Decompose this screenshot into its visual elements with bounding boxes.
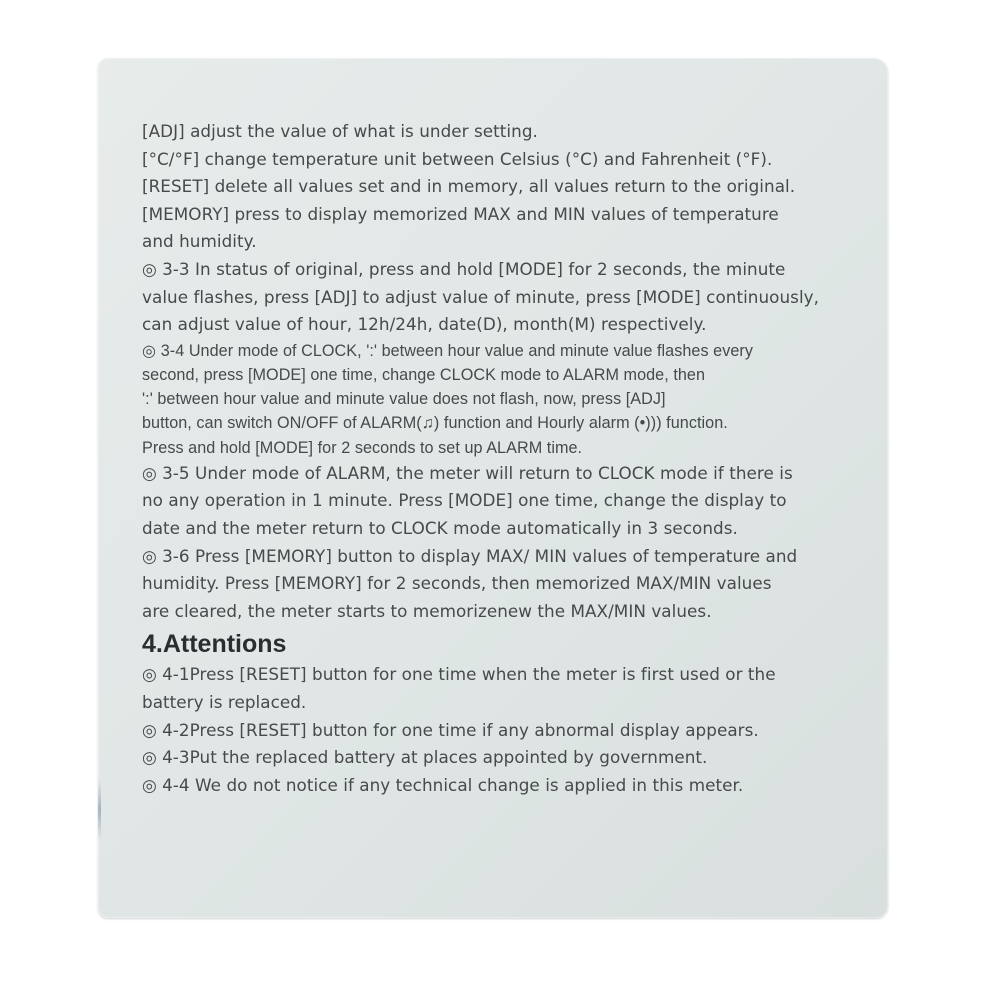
text-line: [MEMORY] press to display memorized MAX and MIN values of temperature: [142, 203, 779, 224]
text-line: button, can switch ON/OFF of ALARM(♫) function and Hourly alarm (•))) function.: [142, 414, 728, 433]
text-line: can adjust value of hour, 12h/24h, date(D), month(M) respectively.: [142, 314, 707, 335]
card-edge-shadow: [98, 780, 101, 840]
text-line: value flashes, press [ADJ] to adjust value of minute, press [MODE] continuously,: [142, 286, 820, 307]
text-line: battery is replaced.: [142, 691, 307, 712]
text-line: humidity. Press [MEMORY] for 2 seconds, then memorized MAX/MIN values: [142, 573, 772, 594]
text-line: [ADJ] adjust the value of what is under setting.: [142, 121, 538, 141]
section-3-3-line: ◎ 3-3 In status of original, press and hold [MODE] for 2 seconds, the minute: [142, 258, 786, 279]
text-line: [°C/°F] change temperature unit between Celsius (°C) and Fahrenheit (°F).: [142, 148, 773, 169]
text-line: Press and hold [MODE] for 2 seconds to set up ALARM time.: [142, 438, 583, 457]
section-3-5-line: ◎ 3-5 Under mode of ALARM, the meter will return to CLOCK mode if there is: [142, 462, 793, 483]
attention-4-2-line: ◎ 4-2Press [RESET] button for one time if any abnormal display appears.: [142, 719, 759, 740]
manual-text: [142, 118, 872, 799]
section-3-4-line: ◎ 3-4 Under mode of CLOCK, ':' between hour value and minute value flashes every: [142, 341, 753, 360]
attention-4-3-line: ◎ 4-3Put the replaced battery at places appointed by government.: [142, 747, 708, 768]
attention-4-1-line: ◎ 4-1Press [RESET] button for one time when the meter is first used or the: [142, 664, 776, 685]
text-line: date and the meter return to CLOCK mode automatically in 3 seconds.: [142, 517, 738, 538]
text-line: are cleared, the meter starts to memorizenew the MAX/MIN values.: [142, 600, 712, 621]
text-line: ':' between hour value and minute value does not flash, now, press [ADJ]: [142, 390, 666, 409]
attentions-heading: 4.Attentions: [142, 630, 287, 659]
text-line: [RESET] delete all values set and in memory, all values return to the original.: [142, 176, 796, 197]
section-3-6-line: ◎ 3-6 Press [MEMORY] button to display MAX/ MIN values of temperature and: [142, 545, 798, 566]
text-line: and humidity.: [142, 231, 257, 252]
attention-4-4-line: ◎ 4-4 We do not notice if any technical change is applied in this meter.: [142, 774, 744, 795]
text-line: no any operation in 1 minute. Press [MODE] one time, change the display to: [142, 490, 787, 511]
text-line: second, press [MODE] one time, change CLOCK mode to ALARM mode, then: [142, 365, 706, 384]
